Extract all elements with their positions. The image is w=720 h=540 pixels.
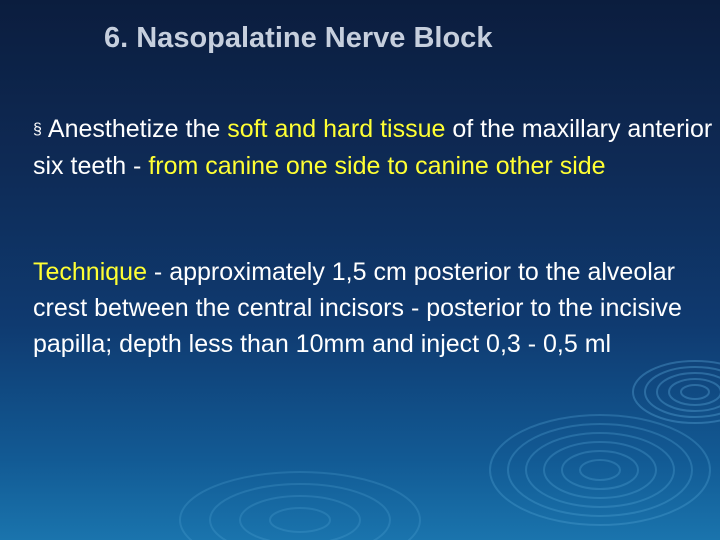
highlight-text: soft and hard tissue [227, 115, 446, 143]
text-segment: - approximately 1,5 cm posterior to the alveolar crest between the central incisors - posterior to the incisive papilla; depth less than 10mm and inject 0,3 - 0,5 ml [33, 258, 682, 358]
technique-paragraph [33, 254, 713, 362]
slide-title: 6. Nasopalatine Nerve Block [104, 22, 493, 54]
technique-label: Technique [33, 258, 147, 286]
bullet-paragraph-anesthesia-area [33, 111, 713, 184]
bullet-marker-icon: § [33, 121, 42, 138]
text-segment: of the maxillary anterior six teeth - [33, 115, 713, 180]
highlight-text: from canine one side to canine other side [148, 152, 606, 180]
text-segment: Anesthetize the [47, 115, 228, 143]
